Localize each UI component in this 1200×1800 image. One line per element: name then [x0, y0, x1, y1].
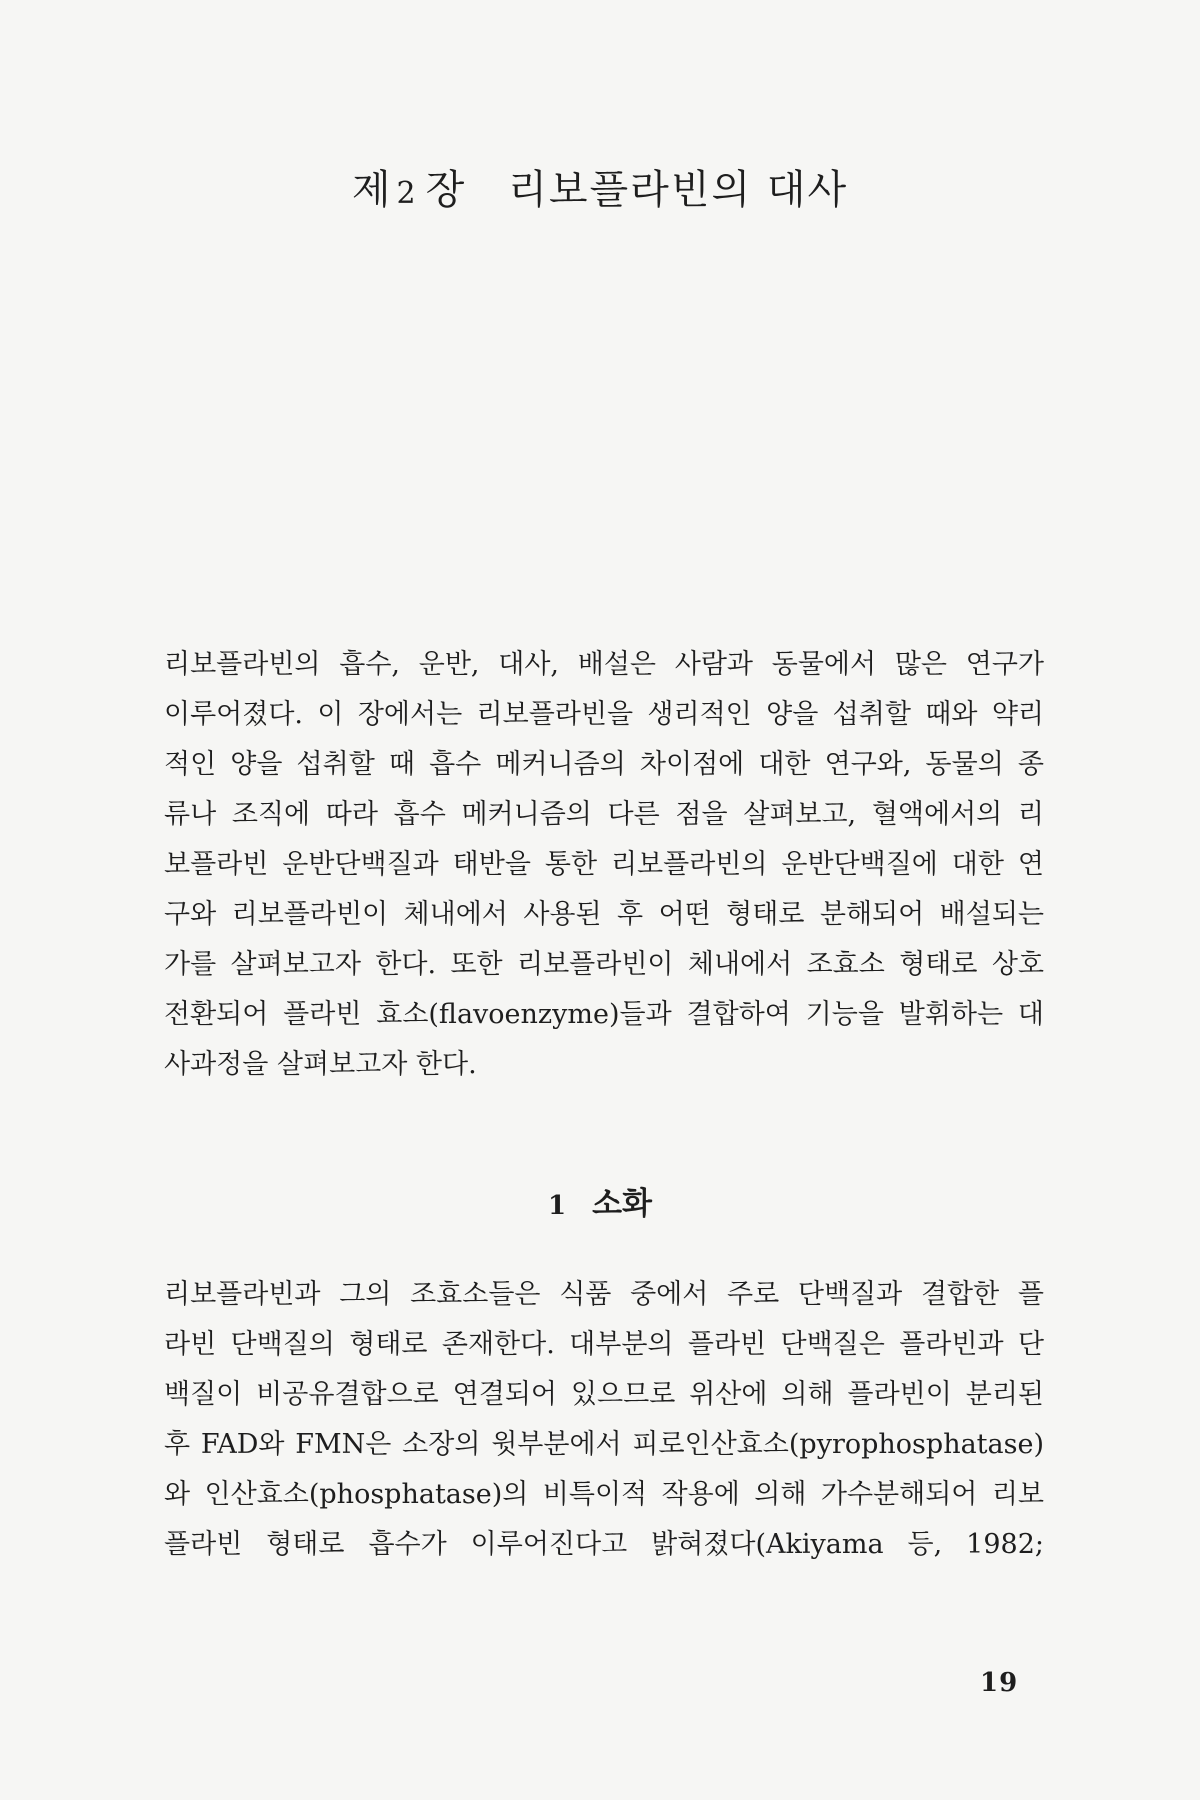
paragraph-line: 류나 조직에 따라 흡수 메커니즘의 다른 점을 살펴보고, 혈액에서의 리 [164, 799, 1044, 830]
paragraph-line: 전환되어 플라빈 효소(flavoenzyme)들과 결합하여 기능을 발휘하는 대 [164, 999, 1044, 1030]
paragraph-line: 리보플라빈과 그의 조효소들은 식품 중에서 주로 단백질과 결합한 플 [164, 1279, 1044, 1310]
paragraph-line: 백질이 비공유결합으로 연결되어 있으므로 위산에 의해 플라빈이 분리된 [164, 1379, 1044, 1410]
chapter-prefix: 제 [351, 167, 393, 213]
paragraph-line: 가를 살펴보고자 한다. 또한 리보플라빈이 체내에서 조효소 형태로 상호 [164, 949, 1044, 980]
paragraph-line: 플라빈 형태로 흡수가 이루어진다고 밝혀졌다(Akiyama 등, 1982; [164, 1529, 1044, 1560]
paragraph-line: 와 인산효소(phosphatase)의 비특이적 작용에 의해 가수분해되어 리보 [164, 1479, 1044, 1510]
chapter-suffix: 장 [425, 167, 467, 213]
chapter-number: 2 [396, 176, 418, 211]
paragraph-line: 구와 리보플라빈이 체내에서 사용된 후 어떤 형태로 분해되어 배설되는 [164, 899, 1044, 930]
paragraph-line: 후 FAD와 FMN은 소장의 윗부분에서 피로인산효소(pyrophosphatase) [164, 1429, 1044, 1460]
paragraph-line: 이루어졌다. 이 장에서는 리보플라빈을 생리적인 양을 섭취할 때와 약리 [164, 699, 1044, 730]
chapter-name: 리보플라빈의 대사 [508, 167, 849, 213]
intro-paragraph [164, 640, 1044, 1090]
section-paragraph [164, 1270, 1044, 1570]
paragraph-line: 적인 양을 섭취할 때 흡수 메커니즘의 차이점에 대한 연구와, 동물의 종 [164, 749, 1044, 780]
section-title: 소화 [592, 1186, 652, 1222]
paragraph-line: 사과정을 살펴보고자 한다. [164, 1049, 477, 1080]
paragraph-line: 라빈 단백질의 형태로 존재한다. 대부분의 플라빈 단백질은 플라빈과 단 [164, 1329, 1044, 1360]
chapter-title [0, 158, 1200, 215]
section-heading [0, 1178, 1200, 1223]
paragraph-line: 보플라빈 운반단백질과 태반을 통한 리보플라빈의 운반단백질에 대한 연 [164, 849, 1044, 880]
section-number: 1 [548, 1191, 567, 1221]
paragraph-line: 리보플라빈의 흡수, 운반, 대사, 배설은 사람과 동물에서 많은 연구가 [164, 649, 1044, 680]
page-number: 19 [980, 1668, 1019, 1698]
